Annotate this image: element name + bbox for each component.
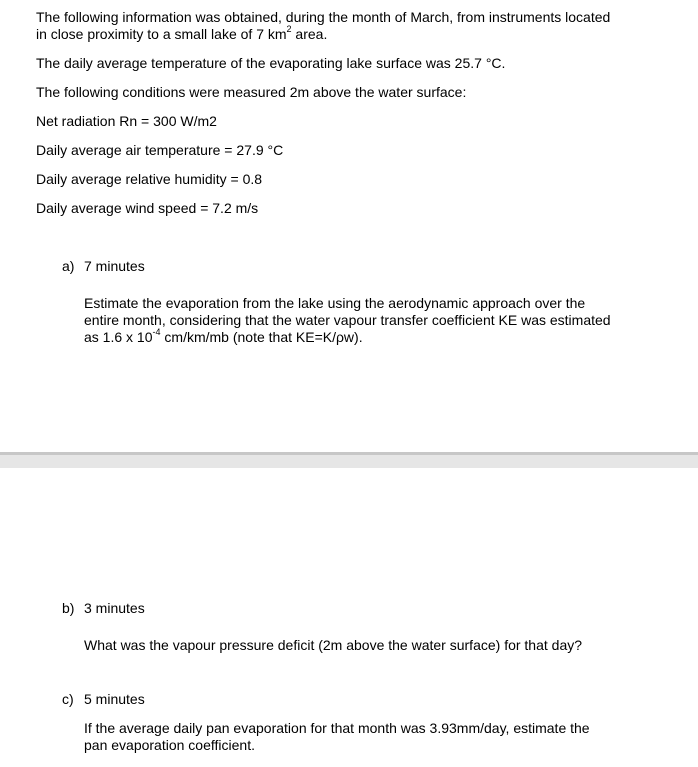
question-a-line-3-end: cm/km/mb (note that KE=K/ρw). [160, 329, 363, 345]
wind-speed: Daily average wind speed = 7.2 m/s [36, 200, 259, 216]
question-a-line-2: entire month, considering that the water vapour transfer coefficient KE was estimated [84, 312, 611, 328]
air-temperature: Daily average air temperature = 27.9 °C [36, 142, 284, 158]
net-radiation: Net radiation Rn = 300 W/m2 [36, 113, 217, 129]
superscript-minus-4: -4 [152, 327, 161, 338]
question-b-text: What was the vapour pressure deficit (2m above the water surface) for that day? [84, 637, 583, 653]
intro-line-2 [36, 26, 676, 43]
page-break [0, 452, 698, 468]
question-b-letter: b) [62, 600, 75, 616]
question-a-text [84, 295, 644, 346]
page-2 [0, 468, 698, 767]
question-a-line-3 [84, 329, 644, 346]
superscript-2: 2 [286, 24, 292, 35]
question-a-label [62, 258, 145, 275]
question-b-time: 3 minutes [84, 600, 145, 616]
question-b-label [62, 600, 145, 617]
question-a-time: 7 minutes [84, 258, 145, 274]
relative-humidity: Daily average relative humidity = 0.8 [36, 171, 263, 187]
question-c-letter: c) [62, 691, 74, 707]
question-c-line-1: If the average daily pan evaporation for that month was 3.93mm/day, estimate the [84, 720, 590, 736]
question-c-text [84, 720, 644, 754]
intro-line-2-end: area. [291, 26, 328, 42]
question-a-line-1: Estimate the evaporation from the lake using the aerodynamic approach over the [84, 295, 586, 311]
intro-line-1: The following information was obtained, during the month of March, from instruments located [36, 9, 611, 25]
question-c-line-2: pan evaporation coefficient. [84, 737, 255, 753]
intro-line-2-text: in close proximity to a small lake of 7 km [36, 26, 287, 42]
question-a-line-3-text: as 1.6 x 10 [84, 329, 153, 345]
question-c-time: 5 minutes [84, 691, 145, 707]
question-c-label [62, 691, 145, 708]
question-a-letter: a) [62, 258, 75, 274]
conditions-intro: The following conditions were measured 2m above the water surface: [36, 84, 467, 100]
surface-temperature: The daily average temperature of the evaporating lake surface was 25.7 °C. [36, 55, 506, 71]
